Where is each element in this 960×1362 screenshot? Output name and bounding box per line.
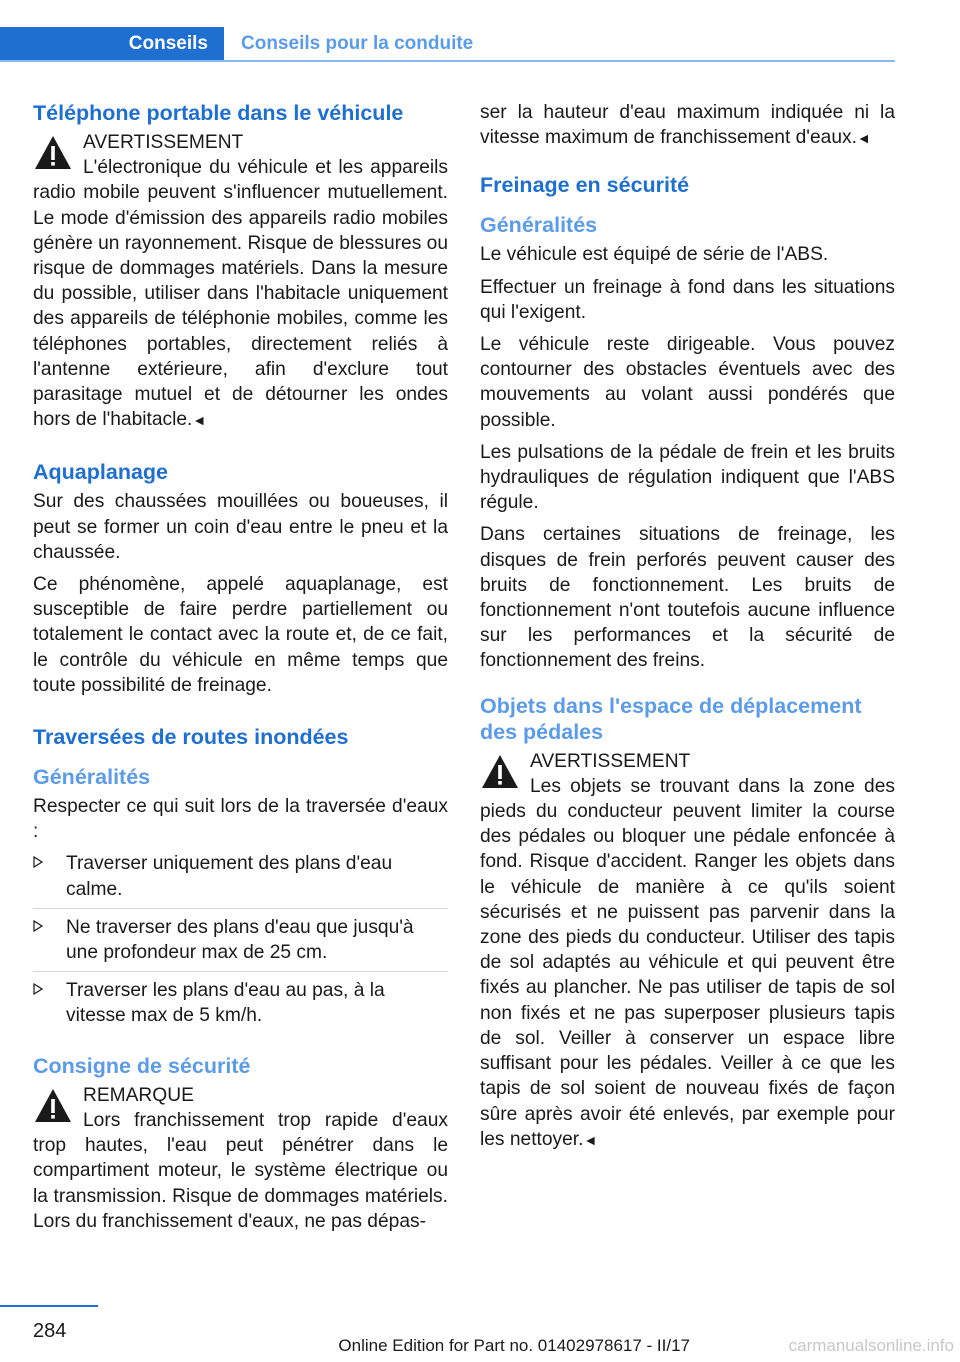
end-mark: ◄ <box>583 1131 598 1148</box>
footer-edition: Online Edition for Part no. 01402978617 - II/17 <box>338 1336 690 1355</box>
flood-list <box>33 851 448 1034</box>
warning-pedals <box>480 749 895 1153</box>
notice-text: Lors franchissement trop rapide d'eaux trop hautes, l'eau peut pénétrer dans le compartiment moteur, le système électrique ou la transmission. Risque de dommages matériels. Lors du franchissement d'eaux, ne pas dépas- <box>33 1109 448 1232</box>
tab-conseils-conduite[interactable] <box>224 27 473 60</box>
warning-text: Les objets se trouvant dans la zone des pieds du conducteur peuvent limiter la course des pédales ou bloquer une pédale enfoncée à fond. Risque d'accident. Ranger les objets dans le véhicule de manière à ce qu'ils soient sécurisés et ne puissent pas parvenir dans la zone des pieds du conducteur. Utiliser des tapis de sol adaptés au véhicule et qui peuvent être fixés au plancher. Ne pas utiliser de tapis de sol non fixés et ne pas superposer plusieurs tapis de sol. Veiller à conserver un espace libre suffisant pour les pédales. Veiller à ce que les tapis de sol soient de nouveau fixés de façon sûre après avoir été enlevés, par exemple pour les nettoyer. <box>480 775 895 1150</box>
subheading-general: Généralités <box>480 213 598 238</box>
warning-title: AVERTISSEMENT <box>83 132 244 153</box>
footer-rule <box>0 1305 98 1307</box>
paragraph-brake-5: Dans certaines situations de freinage, les disques de frein perforés peuvent causer des bruits de fonctionnement. Les bruits de fonctionnement n'ont toutefois aucune influence sur les performances et la sécurité de fonctionnement des freins. <box>480 524 895 672</box>
list-item <box>33 978 448 1034</box>
subheading-general: Généralités <box>33 765 151 790</box>
warning-title: AVERTISSEMENT <box>530 750 691 772</box>
page-number: 284 <box>33 1320 67 1342</box>
triangle-bullet-icon <box>33 856 43 868</box>
paragraph-aqua-2: Ce phénomène, appelé aquaplanage, est susceptible de faire perdre partiellement ou totalement le contact avec la route et, de ce fait, le contrôle du véhicule en même temps que toute possibilité de freinage. <box>33 574 448 696</box>
tab-conseils-label: Conseils <box>128 32 208 54</box>
list-item-text: Ne traverser des plans d'eau que jusqu'à une profondeur max de 25 cm. <box>66 916 414 964</box>
end-mark: ◄ <box>856 130 871 147</box>
list-item <box>33 915 448 972</box>
end-mark: ◄ <box>192 412 207 429</box>
subheading-safety: Consigne de sécurité <box>33 1053 251 1078</box>
left-column <box>33 100 448 1241</box>
subheading-pedal-objects: Objets dans l'espace de déplacement des pédales <box>480 693 862 744</box>
right-column <box>480 100 895 1160</box>
triangle-bullet-icon <box>33 983 43 995</box>
notice-title: REMARQUE <box>83 1084 194 1106</box>
paragraph-brake-3: Le véhicule reste dirigeable. Vous pouvez contourner des obstacles éventuels avec des mouvements au volant aussi pondérés que possible. <box>480 334 895 431</box>
heading-aquaplanage: Aquaplanage <box>33 460 168 485</box>
heading-flooded-roads: Traversées de routes inondées <box>33 725 349 750</box>
tab-conseils[interactable] <box>0 27 224 60</box>
watermark: carmanualsonline.info <box>788 1336 954 1355</box>
heading-phone: Téléphone portable dans le véhicule <box>33 101 404 125</box>
notice-text-continued: ser la hauteur d'eau maximum indiquée ni la vitesse maximum de franchissement d'eaux. <box>480 102 895 149</box>
warning-phone <box>33 130 448 433</box>
tab-conseils-conduite-label: Conseils pour la conduite <box>241 32 474 54</box>
list-item <box>33 851 448 908</box>
paragraph-flood: Respecter ce qui suit lors de la traversée d'eaux : <box>33 796 448 843</box>
warning-text: L'électronique du véhicule et les appareils radio mobile peuvent s'influencer mutuellement. Le mode d'émission des appareils radio mobiles génère un rayonnement. Risque de blessures ou risque de dommages matériels. Dans la mesure du possible, utiliser dans l'habitacle uniquement des appareils de téléphonie mobiles, comme les téléphones portables, directement reliés à l'antenne extérieure, afin d'exclure tout parasitage mutuel et de détourner les ondes hors de l'habitacle. <box>33 157 448 431</box>
warning-triangle-icon <box>480 753 520 791</box>
paragraph-brake-1: Le véhicule est équipé de série de l'ABS. <box>480 244 829 266</box>
list-item-text: Traverser uniquement des plans d'eau calme. <box>66 853 393 900</box>
heading-braking: Freinage en sécurité <box>480 173 690 198</box>
warning-triangle-icon <box>33 1087 73 1125</box>
paragraph-aqua-1: Sur des chaussées mouillées ou boueuses, il peut se former un coin d'eau entre le pneu et la chaussée. <box>33 491 448 563</box>
paragraph-brake-2: Effectuer un freinage à fond dans les situations qui l'exigent. <box>480 276 895 323</box>
warning-triangle-icon <box>33 134 73 172</box>
paragraph-brake-4: Les pulsations de la pédale de frein et les bruits hydrauliques de régulation indiquent que l'ABS régule. <box>480 441 895 514</box>
triangle-bullet-icon <box>33 920 43 932</box>
list-item-text: Traverser les plans d'eau au pas, à la vitesse max de 5 km/h. <box>66 980 385 1027</box>
notice-flood <box>33 1083 448 1234</box>
running-header <box>0 27 895 62</box>
header-rule <box>0 60 895 62</box>
